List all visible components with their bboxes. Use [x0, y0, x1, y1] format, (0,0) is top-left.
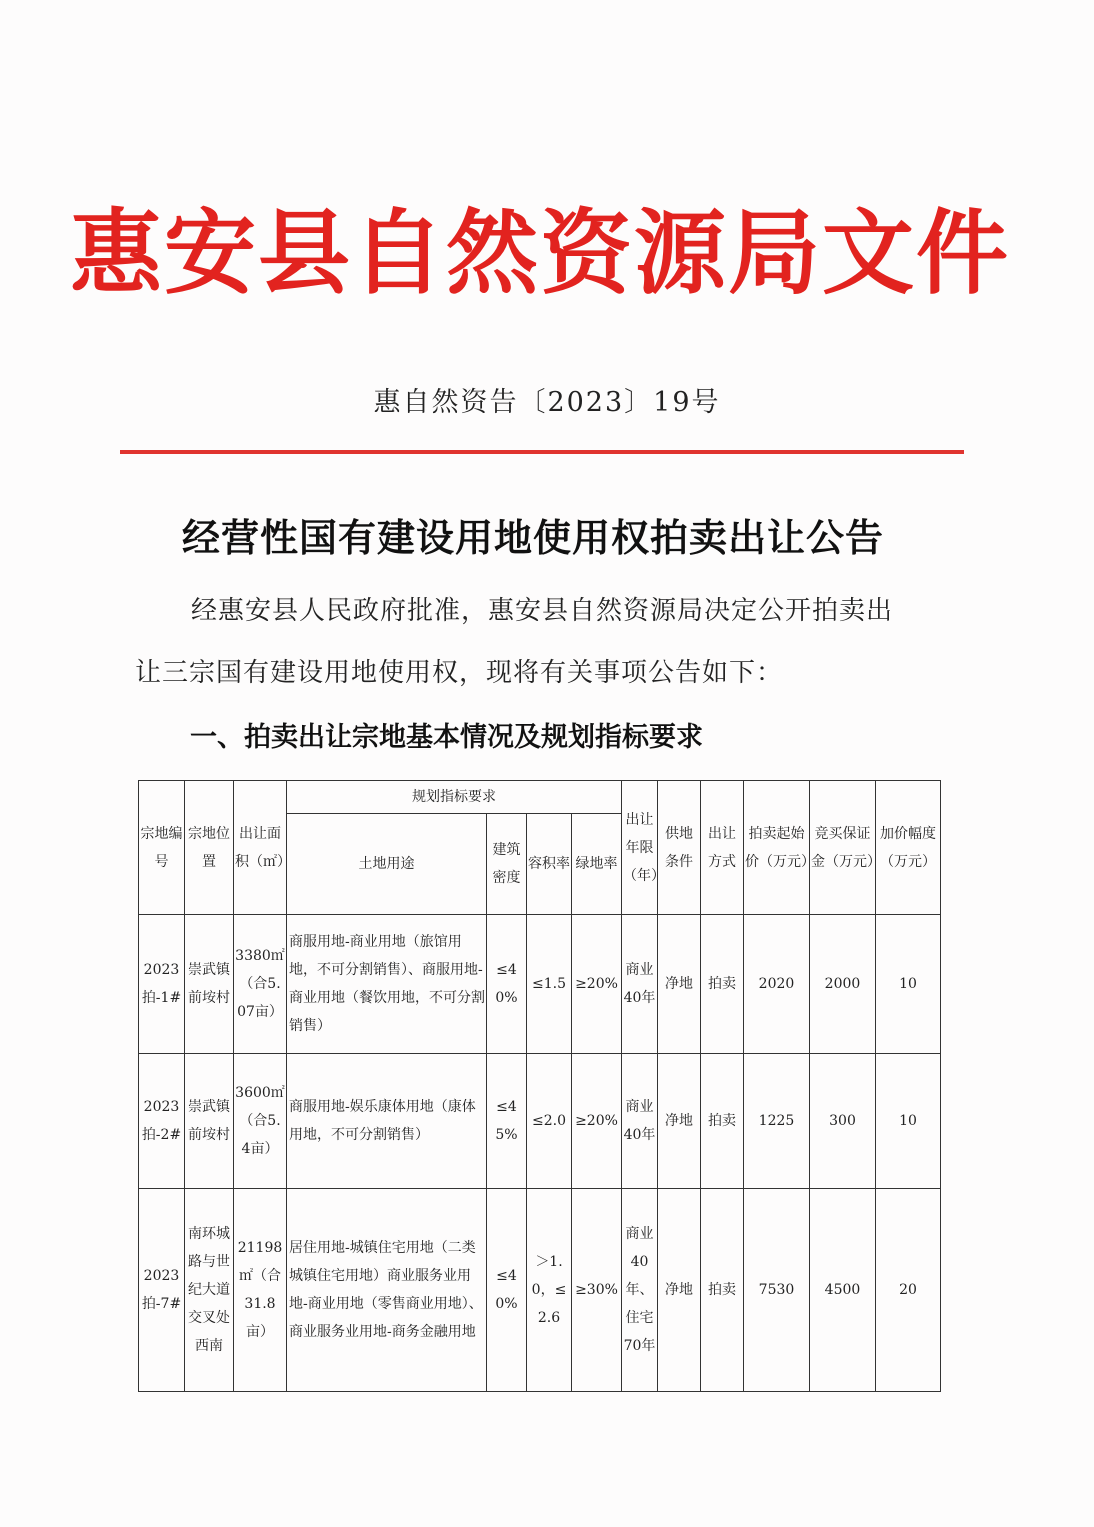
cell-area: 21198㎡（合31.8亩） [234, 1189, 287, 1392]
announcement-title: 经营性国有建设用地使用权拍卖出让公告 [181, 515, 884, 560]
cell-supply-condition: 净地 [658, 1054, 701, 1189]
cell-plot-ratio: ≤2.0 [527, 1054, 572, 1189]
red-divider [120, 450, 964, 454]
header-location: 宗地位置 [185, 781, 234, 915]
cell-deposit: 4500 [810, 1189, 876, 1392]
cell-area: 3380㎡（合5.07亩） [234, 915, 287, 1054]
cell-start-price: 1225 [744, 1054, 810, 1189]
intro-paragraph [135, 580, 955, 704]
cell-supply-condition: 净地 [658, 1189, 701, 1392]
cell-term: 商业40年 [622, 1054, 658, 1189]
table-row [139, 1189, 941, 1392]
table-row [139, 1054, 941, 1189]
cell-increment: 10 [876, 1054, 941, 1189]
cell-area: 3600㎡（合5.4亩） [234, 1054, 287, 1189]
cell-land-use: 居住用地-城镇住宅用地（二类城镇住宅用地）商业服务业用地-商业用地（零售商业用地）、商业服务业用地-商务金融用地 [287, 1189, 487, 1392]
cell-term: 商业40年、住宅70年 [622, 1189, 658, 1392]
cell-green-ratio: ≥20% [572, 1054, 622, 1189]
cell-start-price: 2020 [744, 915, 810, 1054]
header-term: 出让年限（年） [622, 781, 658, 915]
header-increment: 加价幅度（万元） [876, 781, 941, 915]
table-header-row-1 [139, 781, 941, 814]
cell-method: 拍卖 [701, 1054, 744, 1189]
cell-building-density: ≤45% [487, 1054, 527, 1189]
cell-deposit: 2000 [810, 915, 876, 1054]
land-parcel-table [138, 780, 941, 1392]
header-area: 出让面积（㎡） [234, 781, 287, 915]
cell-land-use: 商服用地-商业用地（旅馆用地，不可分割销售）、商服用地-商业用地（餐饮用地，不可分割销售） [287, 915, 487, 1054]
cell-parcel-no: 2023拍-1# [139, 915, 185, 1054]
cell-location: 崇武镇前垵村 [185, 1054, 234, 1189]
cell-location: 崇武镇前垵村 [185, 915, 234, 1054]
header-building-density: 建筑密度 [487, 814, 527, 915]
agency-title: 惠安县自然资源局文件 [69, 199, 1010, 307]
cell-land-use: 商服用地-娱乐康体用地（康体用地，不可分割销售） [287, 1054, 487, 1189]
cell-parcel-no: 2023拍-7# [139, 1189, 185, 1392]
cell-term: 商业40年 [622, 915, 658, 1054]
cell-method: 拍卖 [701, 1189, 744, 1392]
cell-building-density: ≤40% [487, 1189, 527, 1392]
intro-line-2: 让三宗国有建设用地使用权，现将有关事项公告如下： [135, 658, 784, 688]
header-start-price: 拍卖起始价（万元） [744, 781, 810, 915]
cell-method: 拍卖 [701, 915, 744, 1054]
section-1-heading: 一、拍卖出让宗地基本情况及规划指标要求 [190, 722, 703, 753]
header-land-use: 土地用途 [287, 814, 487, 915]
header-deposit: 竞买保证金（万元） [810, 781, 876, 915]
header-method: 出让方式 [701, 781, 744, 915]
cell-green-ratio: ≥30% [572, 1189, 622, 1392]
cell-location: 南环城路与世纪大道交叉处西南 [185, 1189, 234, 1392]
header-plot-ratio: 容积率 [527, 814, 572, 915]
cell-increment: 20 [876, 1189, 941, 1392]
header-planning-group: 规划指标要求 [287, 781, 622, 814]
cell-parcel-no: 2023拍-2# [139, 1054, 185, 1189]
cell-start-price: 7530 [744, 1189, 810, 1392]
table-row [139, 915, 941, 1054]
cell-green-ratio: ≥20% [572, 915, 622, 1054]
header-supply-condition: 供地条件 [658, 781, 701, 915]
cell-plot-ratio: ＞1.0，≤2.6 [527, 1189, 572, 1392]
header-parcel-no: 宗地编号 [139, 781, 185, 915]
cell-deposit: 300 [810, 1054, 876, 1189]
cell-building-density: ≤40% [487, 915, 527, 1054]
cell-increment: 10 [876, 915, 941, 1054]
header-green-ratio: 绿地率 [572, 814, 622, 915]
intro-line-1: 经惠安县人民政府批准，惠安县自然资源局决定公开拍卖出 [191, 596, 894, 626]
cell-supply-condition: 净地 [658, 915, 701, 1054]
cell-plot-ratio: ≤1.5 [527, 915, 572, 1054]
document-number: 惠自然资告〔2023〕19号 [373, 387, 721, 418]
